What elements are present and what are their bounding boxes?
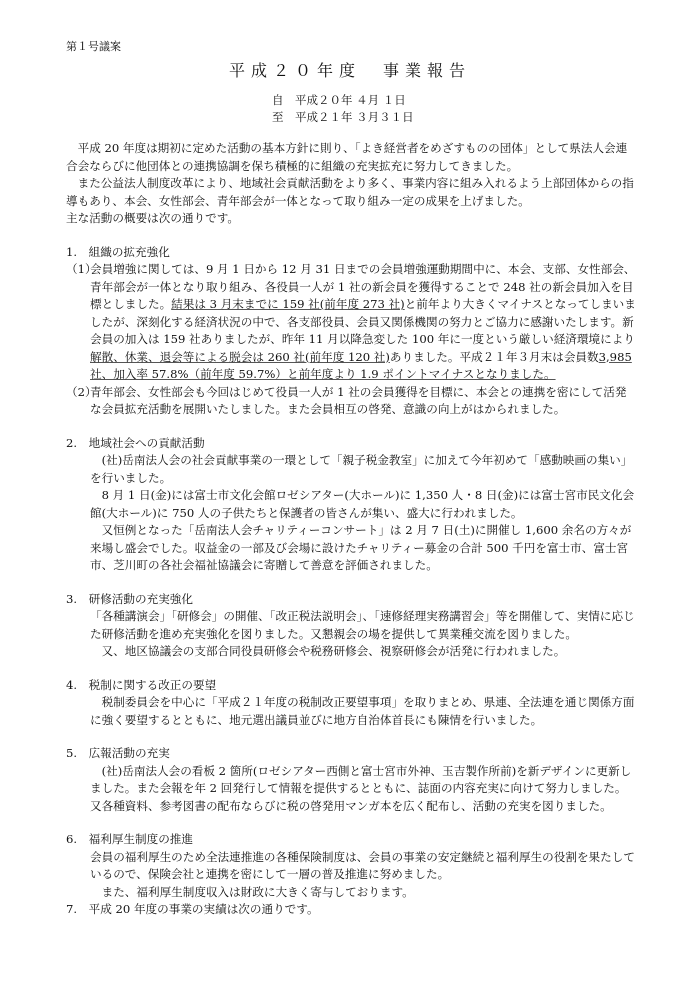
report-body — [66, 140, 636, 919]
intro-paragraph-2: また公益法人制度改革により、地域社会貢献活動をより多く、事業内容に組み入れるよう上部団体からの指導もあり、本会、女性部会、青年部会が一体となって取り組み一定の成果を上げました。 — [66, 176, 634, 208]
section-2-paragraph-2: 8 月 1 日(金)には富士市文化会館ロゼシアター(大ホール)に 1,350 人・8 日(金)には富士宮市民文化会館(大ホール)に 750 人の子供たちと保護者の皆さんが集い、盛大に行われました。 — [90, 488, 635, 520]
section-2 — [66, 435, 636, 575]
item-2-text: 青年部会、女性部会も今回はじめて役員一人が 1 社の会員獲得を目標に、本会との連携を密にして活発な会員拡充活動を展開いたしました。また会員相互の啓発、意識の向上がはかられました。 — [90, 384, 627, 416]
section-3-title: 3. 研修活動の充実強化 — [66, 591, 193, 606]
item-1-underlined-result: 結果は 3 月末までに 159 社(前年度 273 社) — [171, 297, 405, 311]
period-to: 至 平成２１年 ３月３１日 — [272, 110, 414, 124]
section-4-paragraph-1: 税制委員会を中心に「平成２１年度の税制改正要望事項」を取りまとめ、県連、全法連を通じ関係方面に強く要望するとともに、地元選出議員並びに地方自治体首長にも陳情を行いました。 — [90, 695, 635, 727]
intro-paragraph-3: 主な活動の概要は次の通りです。 — [66, 211, 239, 225]
section-4 — [66, 677, 636, 730]
section-1 — [66, 244, 636, 419]
section-7-title: 7. 平成 20 年度の事業の実績は次の通りです。 — [66, 902, 319, 916]
period-from: 自 平成２０年 ４月 １日 — [272, 93, 406, 107]
item-1-text-a: 会員増強に関しては、9 月 1 日から 12 月 31 日までの会員増強運動期間中に、本会、支部、女性部会、青年部会が一体となり取り組み、各役員一人が 1 社の新会員を獲得することで 248 社の新会員加入を目標としました。 — [90, 262, 636, 311]
section-1-item-1 — [66, 261, 636, 384]
section-2-paragraph-1: (社)岳南法人会の社会貢献事業の一環として「親子税金教室」に加えて今年初めて「感動映画の集い」を行いました。 — [90, 453, 633, 485]
section-2-paragraph-3: 又恒例となった「岳南法人会チャリティーコンサート」は 2 月 7 日(土)に開催し 1,600 余名の方々が来場し盛会でした。収益金の一部及び会場に設けたチャリティー募金の合計 500 千円を富士市、富士宮市、芝川町の各社会福祉協議会に寄贈して善意を評価されました。 — [90, 523, 632, 572]
section-1-item-2 — [66, 384, 636, 419]
section-5-title: 5. 広報活動の充実 — [66, 746, 170, 760]
page-title: 平成２０年度 事業報告 — [228, 61, 471, 80]
section-6 — [66, 831, 636, 919]
intro-paragraph-1: 平成 20 年度は期初に定めた活動の基本方針に則り、「よき経営者をめざすものの団体」として県法人会連合会ならびに他団体との連携協調を保ち積極的に組織の充実拡充に努力してきました。 — [66, 141, 628, 173]
item-1-text — [90, 261, 636, 384]
period-dates — [272, 92, 414, 126]
section-6-paragraph-1: 会員の福利厚生のため全法連推進の各種保険制度は、会員の事業の安定継続と福利厚生の役割を果たしているので、保険会社と連携を密にして一層の普及推進に努めました。 — [90, 849, 635, 881]
section-6-title: 6. 福利厚生制度の推進 — [66, 832, 193, 846]
section-5 — [66, 745, 636, 815]
section-3-paragraph-1: 「各種講演会」「研修会」の開催、「改正税法説明会」、「速修経理実務講習会」等を開催して、実情に応じた研修活動を進め充実強化を図りました。又懇親会の場を提供して異業種交流を図りました。 — [90, 609, 635, 641]
agenda-label: 第１号議案 — [66, 40, 121, 53]
item-1-underlined-membership: 3,985 社、加入率 57.8%（前年度 59.7%）と前年度より 1.9 ポイントマイナスとなりました。 — [90, 349, 632, 381]
section-6-paragraph-2: また、福利厚生制度収入は財政に大きく寄与しております。 — [101, 884, 414, 899]
item-2-number: （2） — [66, 384, 97, 399]
item-1-text-e: ありました。平成２１年３月末は会員数 — [389, 349, 599, 364]
section-3-paragraph-2: 又、地区協議会の支部合同役員研修会や税務研修会、視察研修会が活発に行われました。 — [101, 644, 566, 658]
item-1-text-c: と前年より大きくマイナスとなってしまいましたが、深刻化する経済状況の中で、各支部役員、会員又関係機関の努力とご協力に感謝いたします。新会員の加入は 159 社ありましたが、昨年 11 月以降急変した 100 年に一度という厳しい経済環境により — [90, 297, 636, 346]
section-1-title: 1. 組織の拡充強化 — [66, 244, 170, 259]
section-4-title: 4. 税制に関する改正の要望 — [66, 677, 217, 692]
item-1-number: （1） — [66, 262, 97, 276]
section-3 — [66, 591, 636, 661]
section-2-title: 2. 地域社会への貢献活動 — [66, 435, 205, 450]
section-5-paragraph-1: (社)岳南法人会の看板 2 箇所(ロゼシアター西側と富士宮市外神、玉吉製作所前)を新デザインに更新しました。また会報を年 2 回発行して情報を提供するとともに、誌面の内容充実に向けて努力しました。又各種資料、参考図書の配布ならびに税の啓発用マンガ本を広く配布し、活動の充実を図りました。 — [90, 763, 632, 813]
item-1-underlined-withdrawals: 解散、休業、退会等による脱会は 260 社(前年度 120 社) — [90, 349, 390, 364]
